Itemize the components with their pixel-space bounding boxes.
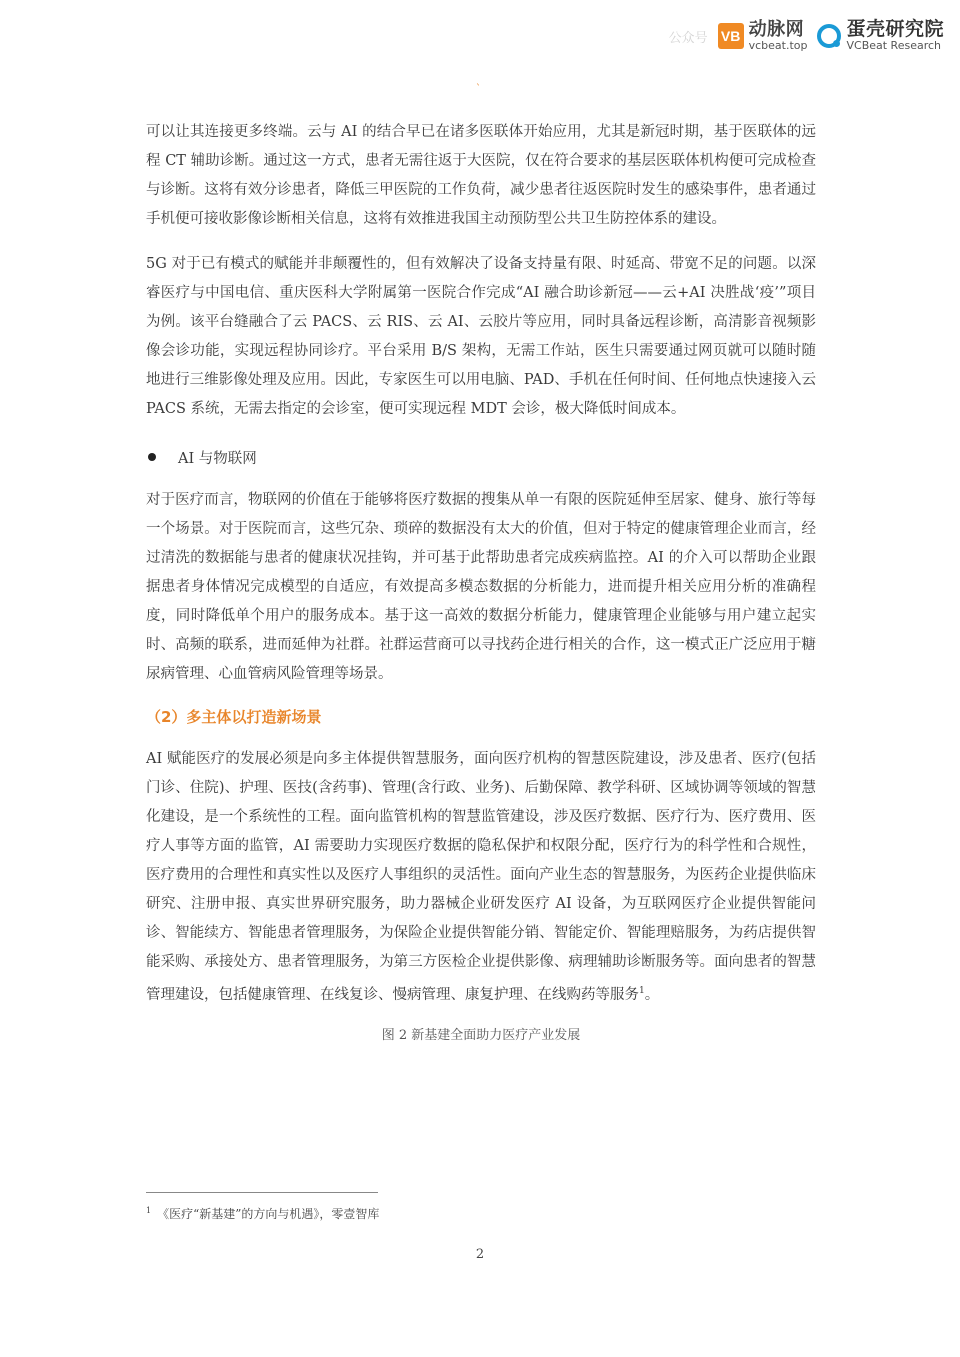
- footnote-ref: 1: [639, 986, 645, 996]
- vcbeat-name: 动脉网: [748, 18, 805, 40]
- paragraph-iot: 对于医疗而言，物联网的价值在于能够将医疗数据的搜集从单一有限的医院延伸至居家、健身、旅行等每一个场景。对于医院而言，这些冗杂、琐碎的数据没有太大的价值，但对于特定的健康管理企业而言，经过清洗的数据能与患者的健康状况挂钩，并可基于此帮助患者完成疾病监控。AI 的介入可以帮助企业跟据患者身体情况完成模型的自适应，有效提高多模态数据的分析能力，进而提升相关应用分析的准确程度，同时降低单个用户的服务成本。基于这一高效的数据分析能力，健康管理企业能够与用户建立起实时、高频的联系，进而延伸为社群。社群运营商可以寻找药企进行相关的合作，这一模式正广泛应用于糖尿病管理、心血管病风险管理等场景。: [146, 492, 816, 682]
- watermark-text: 公众号: [668, 30, 708, 46]
- egg-logo-icon: [817, 24, 841, 48]
- paragraph-5g: 5G 对于已有模式的赋能并非颠覆性的，但有效解决了设备支持量有限、时延高、带宽不足的问题。以深睿医疗与中国电信、重庆医科大学附属第一医院合作完成“AI 融合助诊新冠——云+AI 决胜战‘疫’”项目为例。该平台缝融合了云 PACS、云 RIS、云 AI、云胶片等应用，同时具备远程诊断，高清影音视频影像会诊功能，实现远程协同诊疗。平台采用 B/S 架构，无需工作站，医生只需要通过网页就可以随时随地进行三维影像处理及应用。因此，专家医生可以用电脑、PAD、手机在任何时间、任何地点快速接入云 PACS 系统，无需去指定的会诊室，便可实现远程 MDT 会诊，极大降低时间成本。: [146, 256, 816, 417]
- research-name: 蛋壳研究院: [846, 18, 944, 41]
- footnote-divider: [146, 1192, 378, 1193]
- vcbeat-logo: [718, 18, 808, 52]
- decorative-mark: ˋ: [476, 84, 481, 95]
- paragraph-end-punct: 。: [644, 986, 660, 1003]
- footnote-text: 《医疗“新基建”的方向与机遇》，零壹智库: [157, 1207, 380, 1221]
- document-body: [146, 118, 816, 1048]
- vcbeat-research-logo: [817, 20, 944, 51]
- page-number: 2: [475, 1247, 485, 1262]
- footnote-marker: 1: [146, 1206, 152, 1215]
- paragraph-cloud-ai: 可以让其连接更多终端。云与 AI 的结合早已在诸多医联体开始应用，尤其是新冠时期，基于医联体的远程 CT 辅助诊断。通过这一方式，患者无需往返于大医院，仅在符合要求的基层医联体机构便可完成检查与诊断。这将有效分诊患者，降低三甲医院的工作负荷，减少患者往返医院时发生的感染事件，患者通过手机便可接收影像诊断相关信息，这将有效推进我国主动预防型公共卫生防控体系的建设。: [146, 124, 816, 227]
- vcbeat-url: vcbeat.top: [748, 38, 808, 52]
- bullet-label: AI 与物联网: [178, 450, 257, 467]
- paragraph-multi-entity: [146, 745, 816, 1010]
- research-en-name: VCBeat Research: [846, 39, 942, 53]
- section-heading: （2）多主体以打造新场景: [146, 708, 322, 726]
- vcbeat-logo-icon: VB: [718, 23, 744, 49]
- bullet-dot-icon: [148, 453, 156, 461]
- bullet-ai-iot: [148, 444, 816, 470]
- footnote: [146, 1205, 379, 1222]
- page-header: [669, 14, 944, 58]
- paragraph-multi-entity-text: AI 赋能医疗的发展必须是向多主体提供智慧服务，面向医疗机构的智慧医院建设，涉及患者、医疗(包括门诊、住院)、护理、医技(含药事)、管理(含行政、业务)、后勤保障、教学科研、区域协调等领域的智慧化建设，是一个系统性的工程。面向监管机构的智慧监管建设，涉及医疗数据、医疗行为、医疗费用、医疗人事等方面的监管，AI 需要助力实现医疗数据的隐私保护和权限分配，医疗行为的科学性和合规性，医疗费用的合理性和真实性以及医疗人事组织的灵活性。面向产业生态的智慧服务，为医药企业提供临床研究、注册申报、真实世界研究服务，助力器械企业研发医疗 AI 设备，为互联网医疗企业提供智能问诊、智能续方、智能患者管理服务，为保险企业提供智能分销、智能定价、智能理赔服务，为药店提供智能采购、承接处方、患者管理服务，为第三方医检企业提供影像、病理辅助诊断服务等。面向患者的智慧管理建设，包括健康管理、在线复诊、慢病管理、康复护理、在线购药等服务: [146, 751, 816, 1003]
- figure-caption: 图 2 新基建全面助力医疗产业发展: [381, 1027, 581, 1043]
